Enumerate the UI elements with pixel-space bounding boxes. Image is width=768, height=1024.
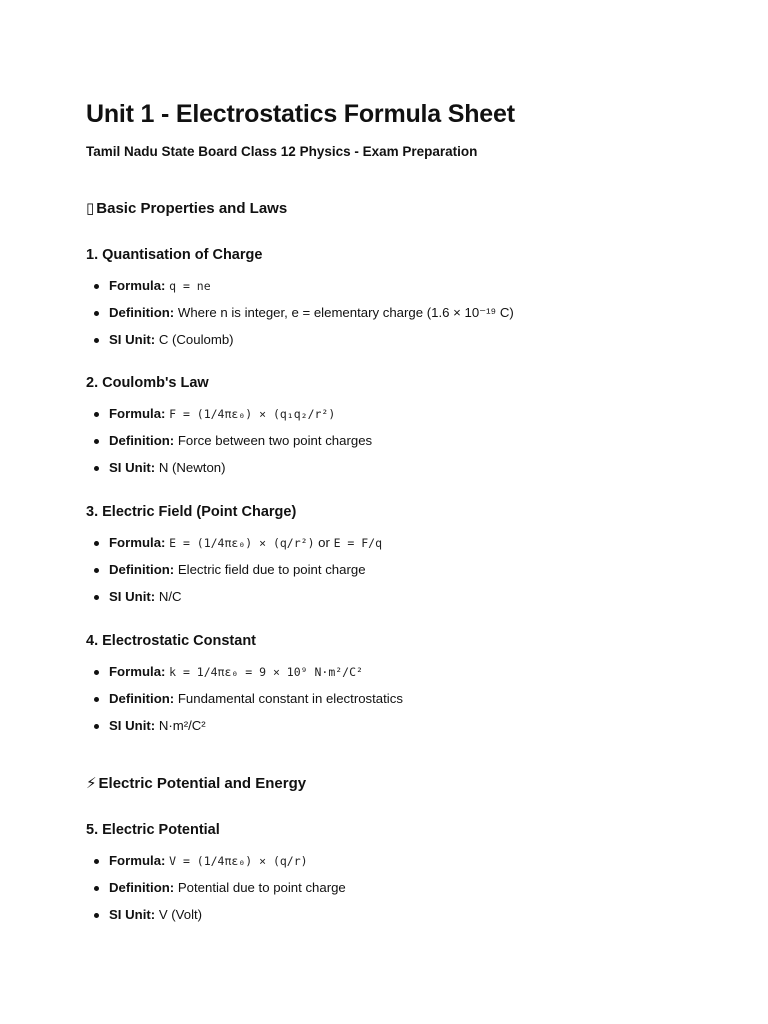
list-item-formula xyxy=(86,404,686,431)
si-unit-label: SI Unit: xyxy=(109,332,156,347)
si-unit-label: SI Unit: xyxy=(109,907,156,922)
formula-label: Formula: xyxy=(109,853,166,868)
formula-code: q = ne xyxy=(169,279,211,293)
bullet-icon xyxy=(94,697,99,702)
bullet-icon xyxy=(94,338,99,343)
si-unit-text: N·m²/C² xyxy=(158,718,206,733)
definition-label: Definition: xyxy=(109,691,175,706)
bullet-icon xyxy=(94,595,99,600)
list-item-si-unit xyxy=(86,330,686,357)
lightning-icon: ⚡ xyxy=(86,775,97,792)
topic-heading-quantisation: 1. Quantisation of Charge xyxy=(86,247,263,263)
list-item-si-unit xyxy=(86,716,686,743)
topic-list-quantisation xyxy=(86,276,686,357)
section-heading-text: Electric Potential and Energy xyxy=(98,775,307,792)
bullet-icon xyxy=(94,311,99,316)
box-icon: ▯ xyxy=(86,200,95,217)
topic-list-electric-potential xyxy=(86,851,686,932)
or-text: or xyxy=(314,535,334,550)
si-unit-text: N/C xyxy=(158,589,182,604)
bullet-icon xyxy=(94,284,99,289)
list-item-formula xyxy=(86,662,686,689)
formula-code: F = (1/4πε₀) × (q₁q₂/r²) xyxy=(169,407,336,421)
formula-label: Formula: xyxy=(109,278,166,293)
formula-code: V = (1/4πε₀) × (q/r) xyxy=(169,854,308,868)
list-item-si-unit xyxy=(86,458,686,485)
topic-heading-electrostatic-constant: 4. Electrostatic Constant xyxy=(86,633,257,649)
definition-label: Definition: xyxy=(109,562,175,577)
definition-text: Electric field due to point charge xyxy=(177,562,366,577)
definition-text: Where n is integer, e = elementary charge (1.6 × 10⁻¹⁹ C) xyxy=(177,305,514,320)
definition-label: Definition: xyxy=(109,305,175,320)
definition-text: Force between two point charges xyxy=(177,433,373,448)
list-item-definition xyxy=(86,560,686,587)
section-heading-text: Basic Properties and Laws xyxy=(96,200,288,217)
bullet-icon xyxy=(94,541,99,546)
section-heading-electric-potential xyxy=(86,773,306,795)
bullet-icon xyxy=(94,412,99,417)
definition-text: Potential due to point charge xyxy=(177,880,346,895)
bullet-icon xyxy=(94,568,99,573)
bullet-icon xyxy=(94,724,99,729)
topic-heading-coulombs-law: 2. Coulomb's Law xyxy=(86,375,209,391)
bullet-icon xyxy=(94,439,99,444)
bullet-icon xyxy=(94,859,99,864)
list-item-formula xyxy=(86,533,686,560)
list-item-formula xyxy=(86,276,686,303)
topic-heading-electric-field: 3. Electric Field (Point Charge) xyxy=(86,504,297,520)
section-heading-basic-properties xyxy=(86,198,287,220)
si-unit-text: V (Volt) xyxy=(158,907,203,922)
si-unit-label: SI Unit: xyxy=(109,460,156,475)
definition-label: Definition: xyxy=(109,880,175,895)
bullet-icon xyxy=(94,886,99,891)
formula-label: Formula: xyxy=(109,535,166,550)
bullet-icon xyxy=(94,670,99,675)
si-unit-label: SI Unit: xyxy=(109,589,156,604)
topic-heading-electric-potential: 5. Electric Potential xyxy=(86,822,220,838)
si-unit-text: N (Newton) xyxy=(158,460,226,475)
list-item-definition xyxy=(86,303,686,330)
document-title: Unit 1 - Electrostatics Formula Sheet xyxy=(86,100,515,128)
list-item-definition xyxy=(86,878,686,905)
list-item-si-unit xyxy=(86,587,686,614)
topic-list-coulombs-law xyxy=(86,404,686,485)
list-item-definition xyxy=(86,431,686,458)
formula-label: Formula: xyxy=(109,664,166,679)
formula-code: k = 1/4πε₀ = 9 × 10⁹ N·m²/C² xyxy=(169,665,363,679)
formula-label: Formula: xyxy=(109,406,166,421)
document-subtitle: Tamil Nadu State Board Class 12 Physics - Exam Preparation xyxy=(86,144,478,159)
topic-list-electrostatic-constant xyxy=(86,662,686,743)
si-unit-text: C (Coulomb) xyxy=(158,332,234,347)
list-item-definition xyxy=(86,689,686,716)
si-unit-label: SI Unit: xyxy=(109,718,156,733)
list-item-formula xyxy=(86,851,686,878)
topic-list-electric-field xyxy=(86,533,686,614)
list-item-si-unit xyxy=(86,905,686,932)
formula-code: E = (1/4πε₀) × (q/r²) xyxy=(169,536,315,550)
definition-label: Definition: xyxy=(109,433,175,448)
definition-text: Fundamental constant in electrostatics xyxy=(177,691,403,706)
bullet-icon xyxy=(94,466,99,471)
bullet-icon xyxy=(94,913,99,918)
formula-alt-code: E = F/q xyxy=(333,536,383,550)
